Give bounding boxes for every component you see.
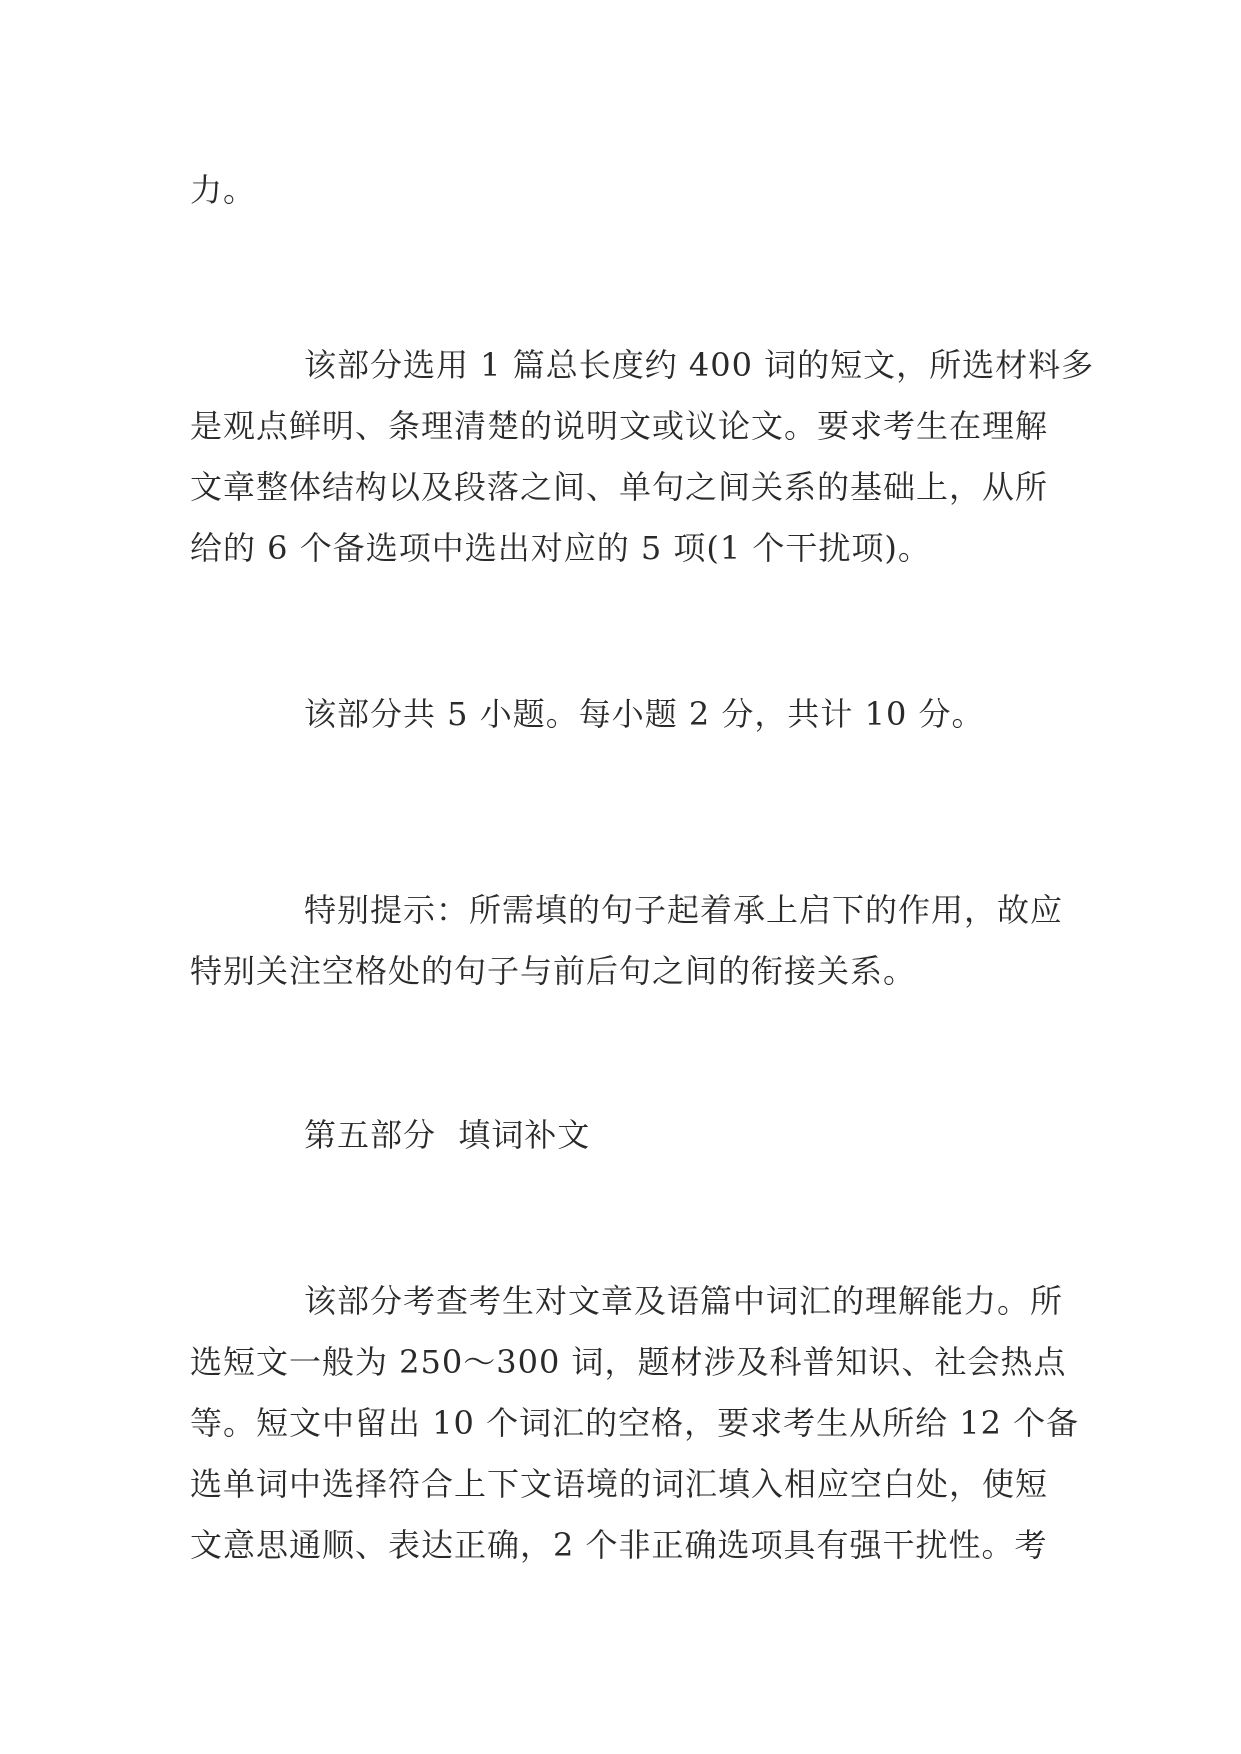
text-line: 选单词中选择符合上下文语境的词汇填入相应空白处，使短: [190, 1465, 1049, 1503]
text-line: 该部分选用 1 篇总长度约 400 词的短文，所选材料多: [304, 346, 1095, 384]
paragraph-section-four-description: [190, 335, 1095, 579]
text-line: 第五部分 填词补文: [304, 1116, 591, 1154]
text-line: 文章整体结构以及段落之间、单句之间关系的基础上，从所: [190, 468, 1049, 506]
paragraph-special-note: [190, 880, 1064, 1002]
text-line: 给的 6 个备选项中选出对应的 5 项(1 个干扰项)。: [190, 529, 931, 567]
text-line: 特别关注空格处的句子与前后句之间的衔接关系。: [190, 952, 917, 990]
text-line: 文意思通顺、表达正确，2 个非正确选项具有强干扰性。考: [190, 1526, 1048, 1564]
text-line: 特别提示：所需填的句子起着承上启下的作用，故应: [304, 891, 1064, 929]
text-line: 等。短文中留出 10 个词汇的空格，要求考生从所给 12 个备: [190, 1404, 1080, 1442]
text-line: 力。: [190, 171, 257, 209]
paragraph-section-five-description: [190, 1271, 1080, 1576]
text-line: 该部分共 5 小题。每小题 2 分，共计 10 分。: [304, 695, 985, 733]
paragraph-continuation: [190, 160, 1060, 221]
text-line: 选短文一般为 250～300 词，题材涉及科普知识、社会热点: [190, 1343, 1067, 1381]
paragraph-scoring: [190, 684, 1060, 745]
section-heading: [190, 1105, 1060, 1166]
text-line: 该部分考查考生对文章及语篇中词汇的理解能力。所: [304, 1282, 1064, 1320]
text-line: 是观点鲜明、条理清楚的说明文或议论文。要求考生在理解: [190, 407, 1049, 445]
